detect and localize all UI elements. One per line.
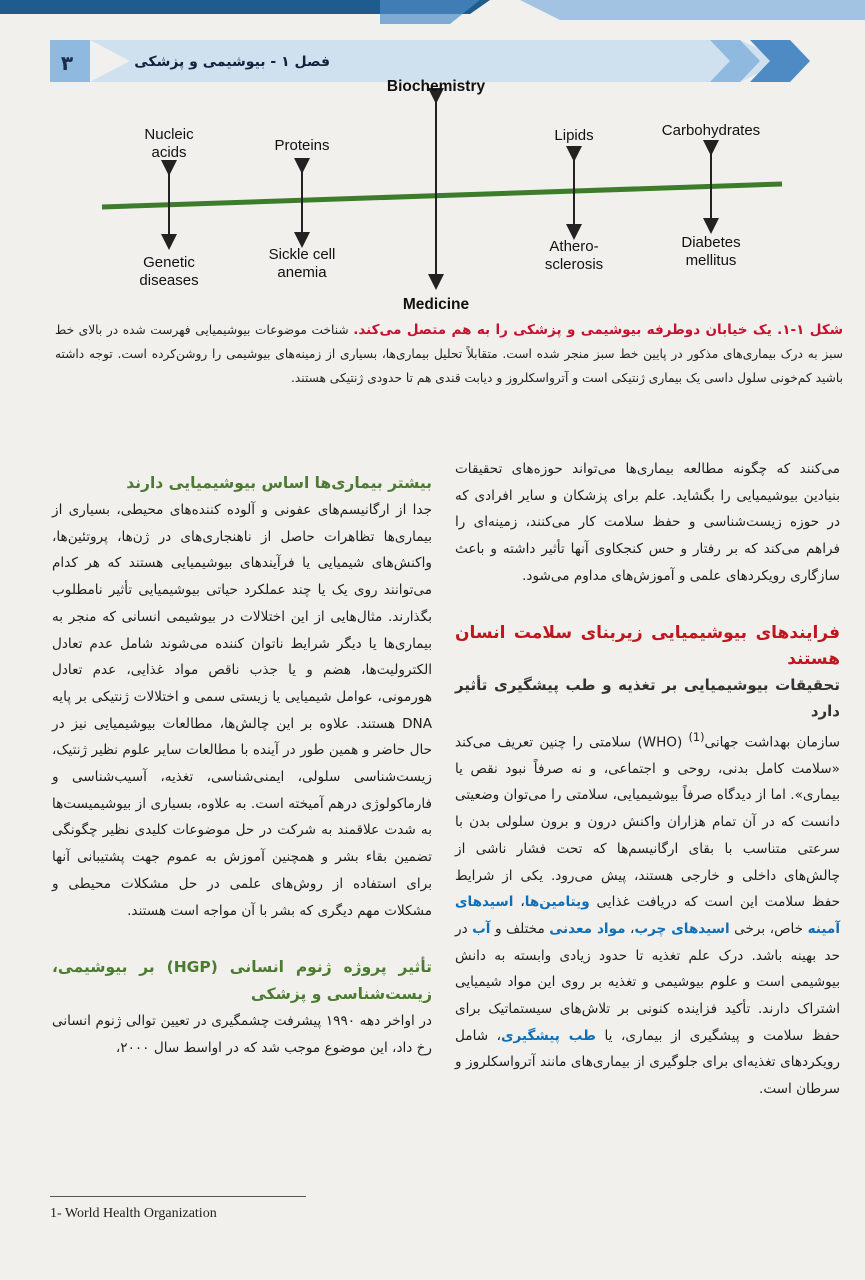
right-intro-paragraph: می‌کنند که چگونه مطالعه بیماری‌ها می‌تواند حوزه‌های تحقیقات بنیادین بیوشیمیایی را بگشاید. علم برای پزشکان و سایر افرادی که در حوزه زیست‌شناسی و حفظ سلامت کار می‌کنند، زمینه‌ای را فراهم می‌کند که بر رفتار و حس کنجکاوی آنها تأثیر داشته و باعث سازگاری رویکردهای علمی و آموزش‌های مداوم می‌شود. xyxy=(455,461,840,584)
caption-title: شکل ۱-۱. یک خیابان دوطرفه بیوشیمی و پزشکی را به هم متصل می‌کند. xyxy=(353,322,843,338)
label-nucleic-acids: Nucleic acids xyxy=(144,126,194,161)
left-hgp-paragraph: در اواخر دهه ۱۹۹۰ پیشرفت چشمگیری در تعیین توالی ژنوم انسانی رخ داد، این موضوع موجب شد که در اواسط سال ۲۰۰۰، xyxy=(52,1013,432,1056)
heading-nutrition-prevention: تحقیقات بیوشیمیایی بر تغذیه و طب پیشگیری تأثیر دارد xyxy=(455,675,840,720)
figure-caption xyxy=(55,318,843,390)
term-minerals: مواد معدنی xyxy=(549,920,626,937)
right-body-paragraph xyxy=(455,724,840,1103)
label-proteins: Proteins xyxy=(274,137,330,154)
term-vitamins: ویتامین‌ها xyxy=(524,894,590,911)
footnote-rule xyxy=(50,1196,306,1197)
right-column xyxy=(455,456,840,1103)
body-text: (WHO) سلامتی را چنین تعریف می‌کند «سلامت کامل بدنی، روحی و اجتماعی، و نه صرفاً نبود نقص یا بیماری». اما از دیدگاه صرفاً بیوشیمیایی، سلامتی را می‌توان وضعیتی دانست که در آن تمام هزاران واکنش درون و برون سلولی بدن با سرعتی متناسب با بقای ارگانیسم‌ها که تحت فشار ناشی از چالش‌های داخلی و خارجی هستند، پیش می‌رود. یکی از شرایط حفظ سلامت این است که دریافت غذایی xyxy=(455,734,840,911)
header-top-graphic xyxy=(0,0,865,38)
figure-biochem-medicine xyxy=(0,70,865,320)
page-number: ۳ xyxy=(60,51,74,75)
body-text: مختلف و xyxy=(490,920,550,937)
body-text: در حد بهینه باشد. درک علم تغذیه تا حدود زیادی وابسته به دانش بیوشیمی است و علوم بیوشیمی و تغذیه بر روی این مواد شیمیایی اشتراک دارند. تأکید فزاینده کنونی بر تلاش‌های سیستماتیک برای حفظ سلامت و پیشگیری از بیماری، یا xyxy=(455,920,840,1044)
footnote-ref: (1) xyxy=(688,729,705,744)
label-lipids: Lipids xyxy=(554,127,594,144)
term-fatty-acids: اسیدهای چرب xyxy=(634,920,730,937)
sep-text: ، xyxy=(625,920,635,937)
label-sickle-cell: Sickle cell anemia xyxy=(268,246,336,281)
label-carbohydrates: Carbohydrates xyxy=(661,122,761,139)
left-column xyxy=(52,470,432,1062)
term-water: آب xyxy=(472,920,491,937)
term-preventive-medicine: طب پیشگیری xyxy=(501,1027,596,1044)
heading-hgp-impact: تأثیر پروژه ژنوم انسانی (HGP) بر بیوشیمی، زیست‌شناسی و پزشکی xyxy=(52,958,432,1004)
term-amino-acids: اسیدهای آمینه xyxy=(455,894,840,937)
caption-text: شناخت موضوعات بیوشیمیایی فهرست شده در بالای خط سبز به درک بیماری‌های مذکور در پایین خط سبز منجر شده است. متقابلاً تحلیل بیماری‌ها، بسیاری از زمینه‌های بیوشیمی را روشن‌کرده است. توجه داشته باشید کم‌خونی سلول داسی یک بیماری ژنتیکی است و آترواسکلروز و دیابت قندی هم تا حدودی ژنتیکی هستند. xyxy=(55,323,843,385)
heading-biochem-processes: فرایندهای بیوشیمیایی زیربنای سلامت انسان هستند xyxy=(455,622,840,669)
label-diabetes: Diabetes mellitus xyxy=(681,234,741,269)
who-text: سازمان بهداشت جهانی xyxy=(704,734,840,751)
label-medicine: Medicine xyxy=(402,296,470,313)
left-body-paragraph: جدا از ارگانیسم‌های عفونی و آلوده کننده‌های محیطی، بسیاری از بیماری‌ها تظاهرات حاصل از ناهنجاری‌های در ژن‌ها، پروتئین‌ها، واکنش‌های شیمیایی یا فرآیندهای بیوشیمیایی هستند که هر کدام می‌توانند روی یک یا چند عملکرد حیاتی بیوشیمیایی تأثیر نامطلوب بگذارند. مثال‌هایی از این اختلالات در بیوشیمی انسانی که منجر به بیماری‌ها یا دیگر شرایط ناتوان کننده می‌شوند شامل عدم تعادل الکترولیت‌ها، هضم و یا جذب ناقص مواد غذایی، عدم تعادل هورمونی، عوامل شیمیایی یا زیستی سمی و اختلالات ژنتیکی بر پایه DNA هستند. علاوه بر این چالش‌ها، مطالعات بیوشیمیایی نیز در حال حاضر و همین طور در آینده با مطالعات سایر علوم نظیر ژنتیک، زیست‌شناسی سلولی، ایمنی‌شناسی، تغذیه، آسیب‌شناسی و فارماکولوژی درهم آمیخته است. به علاوه، بسیاری از بیوشیمیست‌ها به شدت علاقمند به شرکت در حل موضوعات کلیدی نظیر چگونگی تضمین بقاء بشر و همچنین آموزش به عموم جهت پشتیبانی آنها برای استفاده از روش‌های علمی در حل مشکلات محیطی و مشکلات مهم دیگری که بشر با آن مواجه است هستند. xyxy=(52,502,432,919)
label-biochemistry: Biochemistry xyxy=(386,78,486,95)
green-divider-line xyxy=(102,184,782,207)
sep-text: ، xyxy=(513,894,525,911)
footnote: 1- World Health Organization xyxy=(50,1206,217,1221)
heading-diseases-biochem-basis: بیشتر بیماری‌ها اساس بیوشیمیایی دارند xyxy=(126,474,432,492)
header-top-band xyxy=(0,0,865,38)
body-text: خاص، برخی xyxy=(729,920,808,937)
label-atherosclerosis: Athero- sclerosis xyxy=(544,238,604,273)
body-text: ، شامل رویکردهای تغذیه‌ای برای جلوگیری از بیماری‌های مانند آترواسکلروز و سرطان است. xyxy=(455,1027,840,1098)
label-genetic-diseases: Genetic diseases xyxy=(139,254,199,289)
chapter-title: فصل ۱ - بیوشیمی و پزشکی xyxy=(134,54,330,70)
